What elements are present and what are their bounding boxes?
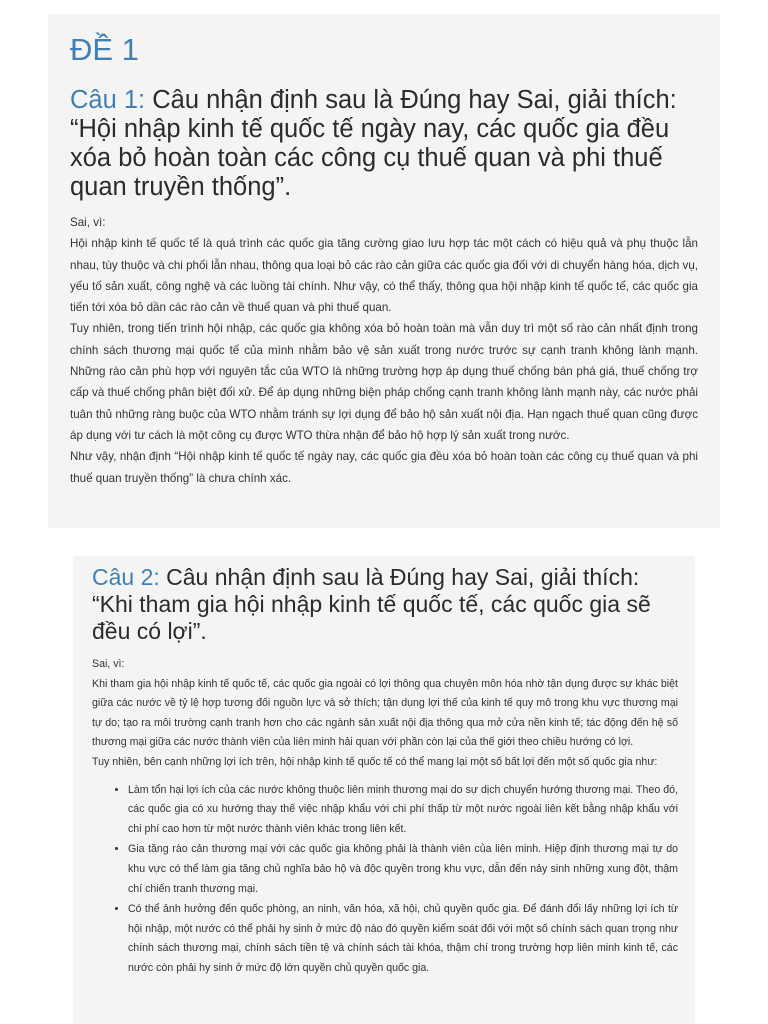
question-2-paragraph: Tuy nhiên, bên cạnh những lợi ích trên, hội nhập kinh tế quốc tế có thể mang lại một số bất lợi đến một số quốc gia như: — [92, 755, 658, 768]
question-2-text: Câu nhận định sau là Đúng hay Sai, giải thích: “Khi tham gia hội nhập kinh tế quốc tế, các quốc gia sẽ đều có lợi”. — [92, 564, 651, 644]
question-1-paragraph: Hội nhập kinh tế quốc tế là quá trình các quốc gia tăng cường giao lưu hợp tác một cách có hiệu quả và phụ thuộc lẫn nhau, tùy thuộc và chi phối lẫn nhau, thông qua loại bỏ các rào cản giữa các quốc gia đối với di chuyển hàng hóa, dịch vụ, yếu tố sản xuất, công nghệ và các luồng tài chính. Như vậy, có thể thấy, thông qua hội nhập kinh tế quốc tế, các quốc gia tiến tới xóa bỏ dần các rào cản về thuế quan và phi thuế quan. — [70, 237, 698, 315]
exam-title: ĐỀ 1 — [70, 32, 139, 67]
list-item: • Gia tăng rào cản thương mại với các quốc gia không phải là thành viên của liên minh. Hiệp định thương mại tự do khu vực có thể làm gia tăng chủ nghĩa bảo hộ và độc quyền trong khu vực, dẫn đến nảy sinh những xung đột, thậm chí chiến tranh thương mại. — [128, 840, 678, 899]
question-1-paragraph: Như vậy, nhận định “Hội nhập kinh tế quốc tế ngày nay, các quốc gia đều xóa bỏ hoàn toàn các công cụ thuế quan và phi thuế quan truyền thống” là chưa chính xác. — [70, 450, 698, 485]
question-2-card — [73, 556, 695, 1024]
question-1-label: Câu 1: — [70, 86, 146, 114]
question-2-bullet-list — [92, 781, 678, 979]
question-2-heading — [92, 564, 678, 645]
list-item: • Làm tổn hại lợi ích của các nước không thuộc liên minh thương mại do sự dịch chuyển hướng thương mại. Theo đó, các quốc gia có xu hướng thay thế việc nhập khẩu với chi phí thấp từ một nước ngoài liên kết bằng nhập khẩu với chi phí cao hơn từ một nước thành viên khác trong liên kết. — [128, 781, 678, 840]
list-item: • Có thể ảnh hưởng đến quốc phòng, an ninh, văn hóa, xã hội, chủ quyền quốc gia. Để đánh đổi lấy những lợi ích từ hội nhập, một nước có thể phải hy sinh ở mức độ nào đó quyền kiểm soát đối với một số chính sách quan trọng như chính sách thương mại, chính sách tiền tệ và chính sách tài khóa, thậm chí trong trường hợp liên minh kinh tế, các nước còn phải hy sinh ở mức độ lớn quyền chủ quyền quốc gia. — [128, 900, 678, 978]
question-1-text: Câu nhận định sau là Đúng hay Sai, giải thích: “Hội nhập kinh tế quốc tế ngày nay, các quốc gia đều xóa bỏ hoàn toàn các công cụ thuế quan và phi thuế quan truyền thống”. — [70, 86, 677, 201]
question-2-verdict: Sai, vì: — [92, 658, 125, 670]
question-1-paragraph: Tuy nhiên, trong tiến trình hội nhập, các quốc gia không xóa bỏ hoàn toàn mà vẫn duy trì một số rào cản nhất định trong chính sách thương mại quốc tế của mình nhằm bảo vệ sản xuất trong nước trước sự cạnh tranh không lành mạnh. Những rào cản phù hợp với nguyên tắc của WTO là những trường hợp áp dụng thuế chống bán phá giá, thuế chống trợ cấp và thuế chống phân biệt đối xử. Để áp dụng những biện pháp chống cạnh tranh không lành mạnh này, các nước phải tuân thủ những ràng buộc của WTO nhằm tránh sự lợi dụng để bảo hộ sản xuất nội địa. Hạn ngạch thuế quan cũng được áp dụng với tư cách là một công cụ được WTO thừa nhận để bảo hộ hợp lý sản xuất trong nước. — [70, 322, 698, 442]
question-2-label: Câu 2: — [92, 564, 160, 590]
question-1-verdict: Sai, vì: — [70, 216, 106, 229]
question-1-heading — [70, 86, 698, 202]
question-1-card — [48, 14, 720, 528]
question-2-paragraph: Khi tham gia hội nhập kinh tế quốc tế, các quốc gia ngoài có lợi thông qua chuyên môn hóa nhờ tận dụng được sự khác biệt giữa các nước về tỷ lệ hợp tương đối nguồn lực và sở thích; tận dụng lợi thế của kinh tế quy mô trong khu vực thương mại tự do; tạo ra môi trường cạnh tranh hơn cho các ngành sản xuất nội địa thông qua mở cửa nền kinh tế; tác động đến hệ số thương mại giữa các nước thành viên của liên minh hải quan với phần còn lại của thế giới theo chiều hướng có lợi. — [92, 677, 678, 749]
